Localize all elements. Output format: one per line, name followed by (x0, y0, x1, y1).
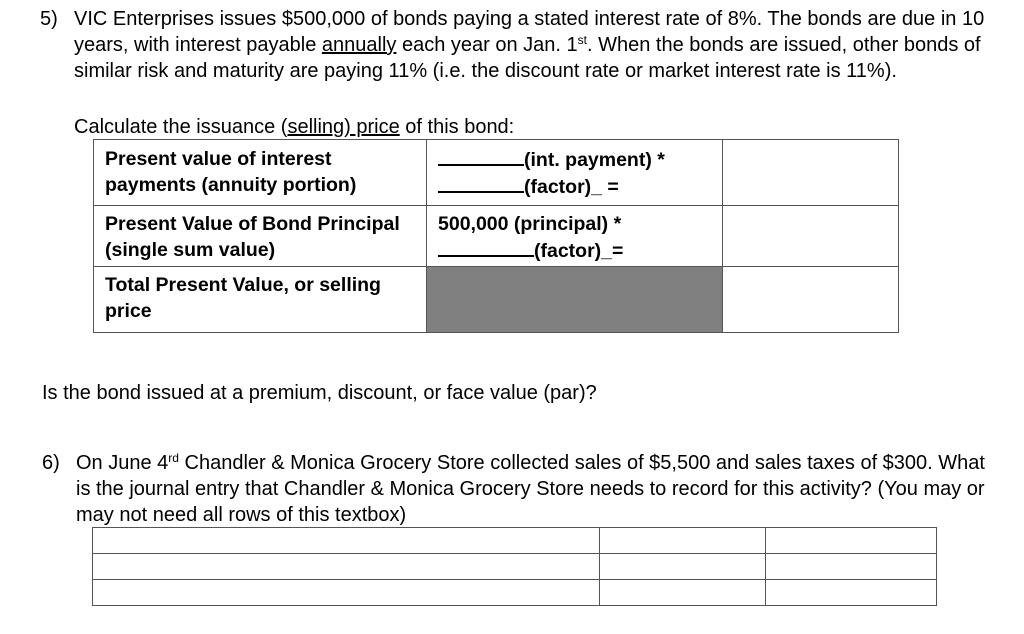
blank-line (438, 146, 524, 166)
q6-text-a: On June 4 (76, 452, 169, 474)
q5-text-b: each year on Jan. 1 (396, 34, 578, 56)
premium-discount-question: Is the bond issued at a premium, discount, or face value (par)? (42, 382, 597, 404)
question-6 (42, 450, 992, 528)
question-5 (40, 6, 1000, 84)
table-row (93, 554, 937, 580)
calc-underlined: selling) price (287, 116, 400, 138)
question-5-text (74, 6, 1000, 84)
answer-cell[interactable] (723, 267, 899, 333)
total-pv-label: Total Present Value, or selling price (94, 267, 427, 333)
question-6-text (76, 450, 992, 528)
debit-cell[interactable] (600, 528, 766, 554)
account-cell[interactable] (93, 528, 600, 554)
journal-entry-table (92, 527, 937, 606)
bond-price-table (93, 139, 899, 333)
calc-prefix: Calculate the issuance ( (74, 116, 288, 138)
account-cell[interactable] (93, 580, 600, 606)
blank-line (438, 237, 534, 257)
q6-superscript: rd (168, 451, 179, 465)
answer-cell[interactable] (723, 140, 899, 206)
credit-cell[interactable] (766, 554, 937, 580)
table-row (93, 580, 937, 606)
account-cell[interactable] (93, 554, 600, 580)
principal-text: 500,000 (principal) * (438, 213, 622, 235)
factor-text: (factor)_= (534, 240, 624, 262)
q5-text-a: VIC Enterprises issues $500,000 of bonds paying a stated interest rate of 8%. The bonds are due in 10 years, with interest payable (74, 8, 985, 56)
interest-pv-formula[interactable] (427, 140, 723, 206)
debit-cell[interactable] (600, 580, 766, 606)
debit-cell[interactable] (600, 554, 766, 580)
question-6-number: 6) (42, 452, 60, 474)
factor-text: (factor)_ = (524, 176, 619, 198)
blank-line (438, 173, 524, 193)
credit-cell[interactable] (766, 580, 937, 606)
principal-pv-formula[interactable] (427, 206, 723, 267)
table-row (94, 206, 899, 267)
q5-superscript: st (577, 33, 587, 47)
principal-pv-label: Present Value of Bond Principal (single sum value) (94, 206, 427, 267)
interest-pv-label: Present value of interest payments (annuity portion) (94, 140, 427, 206)
credit-cell[interactable] (766, 528, 937, 554)
table-row (94, 140, 899, 206)
calculate-instruction (74, 114, 514, 140)
int-payment-text: (int. payment) * (524, 149, 665, 171)
table-row (93, 528, 937, 554)
shaded-cell (427, 267, 723, 333)
q6-text-b: Chandler & Monica Grocery Store collected sales of $5,500 and sales taxes of $300. What is the journal entry that Chandler & Monica Grocery Store needs to record for this activity? (You may or may not need all rows of this textbox) (76, 452, 985, 526)
calc-suffix: of this bond: (399, 116, 515, 138)
q5-underlined-annually: annually (321, 34, 397, 56)
question-5-number: 5) (40, 8, 58, 30)
answer-cell[interactable] (723, 206, 899, 267)
table-row (94, 267, 899, 333)
q5-text-c: . When the bonds are issued, other bonds of similar risk and maturity are paying 11% (i.e. the discount rate or market interest rate is 11%). (74, 34, 981, 82)
